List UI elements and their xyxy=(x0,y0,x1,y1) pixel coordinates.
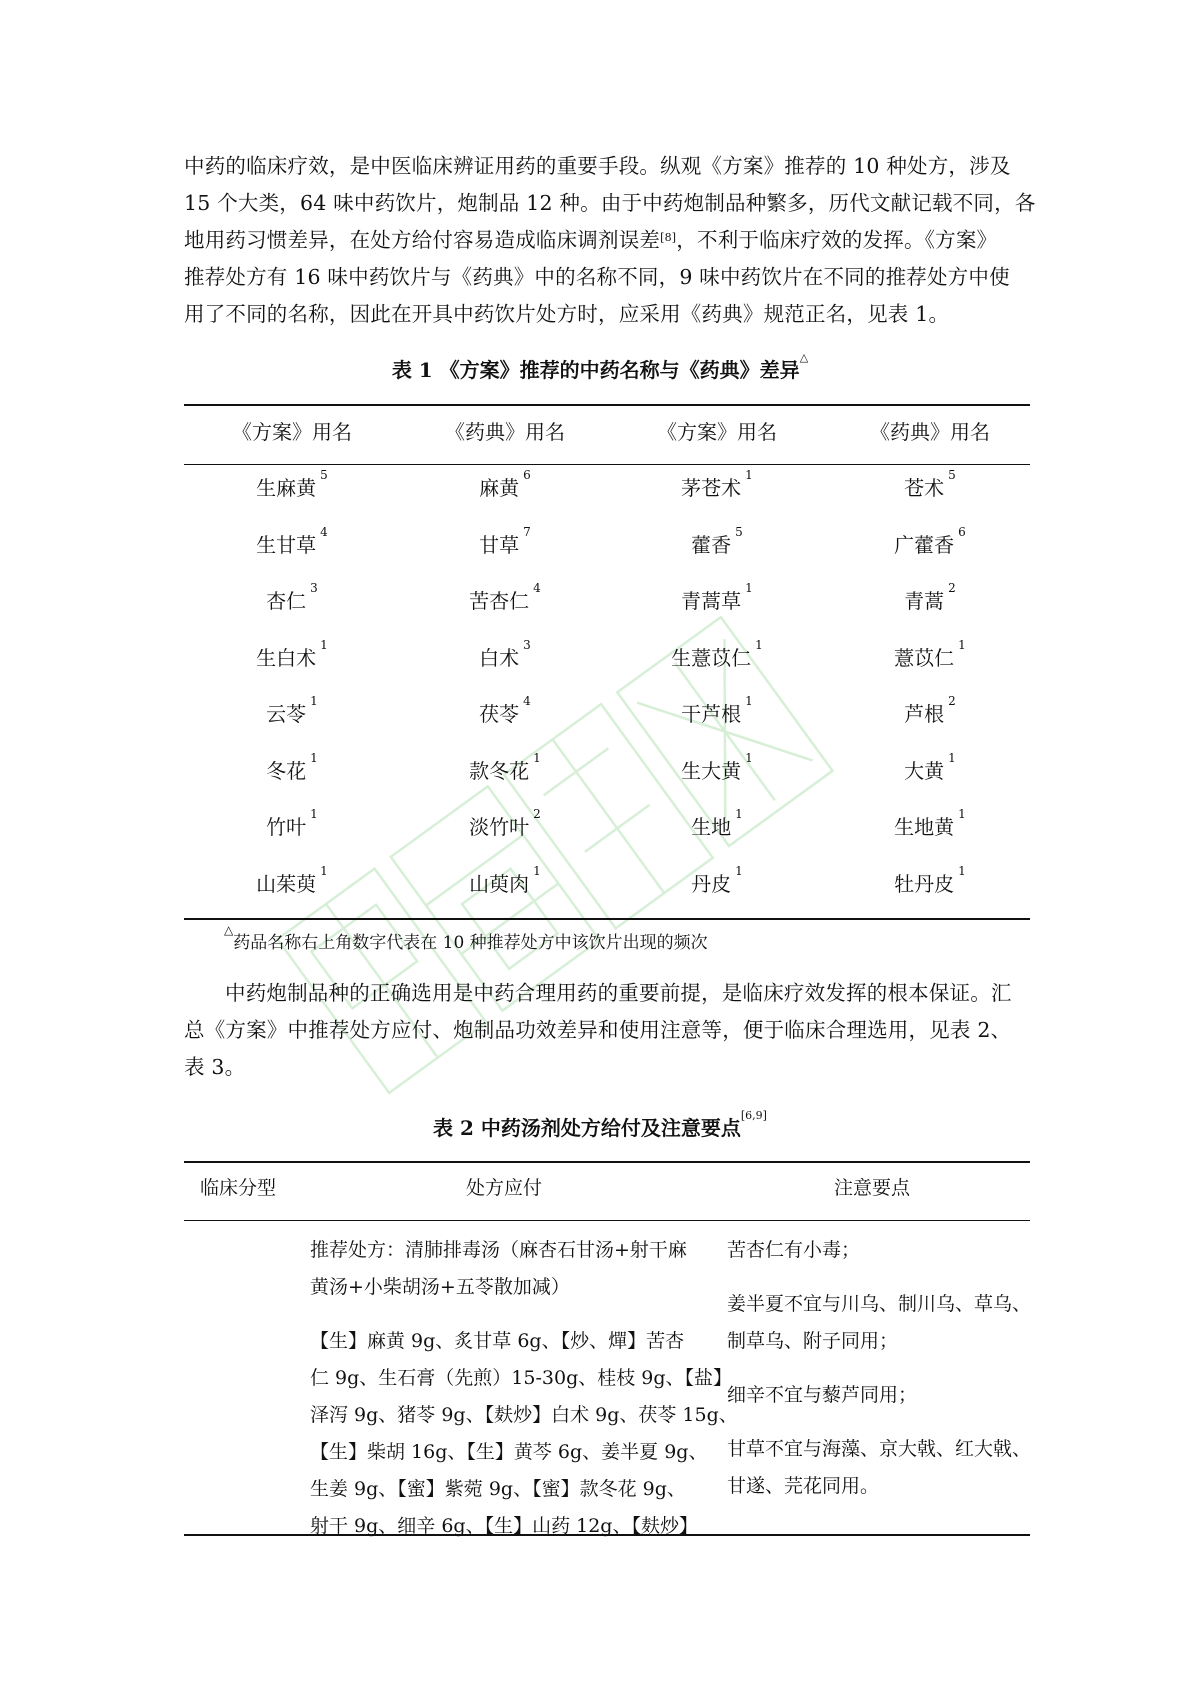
table2-caption xyxy=(0,1109,1200,1141)
intro-line xyxy=(184,222,1030,259)
table1-header: 《方案》用名 xyxy=(657,420,777,444)
para2-line: 中药炮制品种的正确选用是中药合理用药的重要前提，是临床疗效发挥的根本保证。汇 xyxy=(225,981,1012,1005)
table1-cell xyxy=(617,694,817,727)
rx-line: 【生】柴胡 16g、【生】黄芩 6g、姜半夏 9g、 xyxy=(310,1441,708,1463)
frequency-count: 1 xyxy=(320,864,328,878)
frequency-count: 1 xyxy=(745,751,753,765)
frequency-count: 1 xyxy=(310,807,318,821)
table1-cell xyxy=(617,468,817,501)
frequency-count: 6 xyxy=(523,468,531,482)
table1-note xyxy=(224,923,708,953)
drug-name: 冬花 xyxy=(266,759,307,783)
frequency-count: 6 xyxy=(958,525,966,539)
table1-cell xyxy=(405,525,605,558)
rx-line: 生姜 9g、【蜜】紫菀 9g、【蜜】款冬花 9g、 xyxy=(310,1478,686,1500)
drug-name: 茅苍术 xyxy=(681,476,742,500)
table1-note-text: 药品名称右上角数字代表在 10 种推荐处方中该饮片出现的频次 xyxy=(233,933,708,953)
table1-bottom-rule xyxy=(184,918,1030,920)
drug-name: 山萸肉 xyxy=(469,872,530,896)
drug-name: 芦根 xyxy=(904,702,945,726)
drug-name: 生地 xyxy=(691,815,732,839)
intro-line: 15 个大类，64 味中药饮片，炮制品 12 种。由于中药炮制品种繁多，历代文献记载不同，各 xyxy=(184,191,1036,215)
drug-name: 生白术 xyxy=(256,646,317,670)
frequency-count: 1 xyxy=(745,581,753,595)
frequency-count: 2 xyxy=(948,581,956,595)
frequency-count: 1 xyxy=(533,864,541,878)
table1-caption-text: 表 1 《方案》推荐的中药名称与《药典》差异 xyxy=(391,358,800,382)
table1-cell xyxy=(405,581,605,614)
note-line: 甘遂、芫花同用。 xyxy=(727,1475,880,1497)
drug-name: 淡竹叶 xyxy=(469,815,530,839)
drug-name: 青蒿草 xyxy=(681,589,742,613)
drug-name: 干芦根 xyxy=(681,702,742,726)
drug-name: 云苓 xyxy=(266,702,307,726)
triangle-mark-icon: △ xyxy=(224,923,234,937)
frequency-count: 2 xyxy=(533,807,541,821)
table1-cell xyxy=(617,581,817,614)
paragraph-2 xyxy=(184,975,1030,1086)
note-line: 制草乌、附子同用； xyxy=(727,1330,899,1352)
table1-header: 《药典》用名 xyxy=(870,420,990,444)
rx-line: 泽泻 9g、猪苓 9g、【麸炒】白术 9g、茯苓 15g、 xyxy=(310,1404,738,1426)
drug-name: 茯苓 xyxy=(479,702,520,726)
drug-name: 青蒿 xyxy=(904,589,945,613)
rx-title-line: 黄汤+小柴胡汤+五苓散加减） xyxy=(310,1276,570,1298)
frequency-count: 1 xyxy=(533,751,541,765)
table1-cell xyxy=(405,807,605,840)
table1-cell xyxy=(405,468,605,501)
frequency-count: 4 xyxy=(320,525,328,539)
frequency-count: 1 xyxy=(958,864,966,878)
table2-top-rule xyxy=(184,1161,1030,1163)
intro-line: 中药的临床疗效，是中医临床辨证用药的重要手段。纵观《方案》推荐的 10 种处方，涉及 xyxy=(184,154,1011,178)
frequency-count: 4 xyxy=(533,581,541,595)
note-line: 苦杏仁有小毒； xyxy=(727,1239,861,1261)
citation-ref: [6,9] xyxy=(740,1109,767,1122)
table1-header: 《方案》用名 xyxy=(232,420,352,444)
frequency-count: 1 xyxy=(755,638,763,652)
table1-cell xyxy=(192,525,392,558)
frequency-count: 3 xyxy=(523,638,531,652)
citation-ref: [8] xyxy=(660,231,677,244)
table1-cell xyxy=(405,694,605,727)
drug-name: 苦杏仁 xyxy=(469,589,530,613)
drug-name: 生甘草 xyxy=(256,533,317,557)
frequency-count: 3 xyxy=(310,581,318,595)
frequency-count: 1 xyxy=(745,694,753,708)
table1-cell xyxy=(830,751,1030,784)
drug-name: 麻黄 xyxy=(479,476,520,500)
table1-header: 《药典》用名 xyxy=(445,420,565,444)
frequency-count: 5 xyxy=(735,525,743,539)
drug-name: 白术 xyxy=(479,646,520,670)
drug-name: 生薏苡仁 xyxy=(671,646,752,670)
table1-cell xyxy=(830,694,1030,727)
drug-name: 杏仁 xyxy=(266,589,307,613)
intro-paragraph xyxy=(184,148,1036,333)
drug-name: 丹皮 xyxy=(691,872,732,896)
table1-cell xyxy=(617,638,817,671)
table1-cell xyxy=(830,468,1030,501)
table1-cell xyxy=(192,807,392,840)
table1-cell xyxy=(192,751,392,784)
drug-name: 生大黄 xyxy=(681,759,742,783)
intro-line: 用了不同的名称，因此在开具中药饮片处方时，应采用《药典》规范正名，见表 1。 xyxy=(184,302,950,326)
frequency-count: 1 xyxy=(310,694,318,708)
triangle-mark-icon: △ xyxy=(799,351,809,364)
note-line: 细辛不宜与藜芦同用； xyxy=(727,1384,918,1406)
frequency-count: 1 xyxy=(958,807,966,821)
drug-name: 款冬花 xyxy=(469,759,530,783)
drug-name: 藿香 xyxy=(691,533,732,557)
note-line: 姜半夏不宜与川乌、制川乌、草乌、 xyxy=(727,1293,1032,1315)
table2-prescription xyxy=(310,1232,738,1545)
table1-cell xyxy=(830,638,1030,671)
drug-name: 大黄 xyxy=(904,759,945,783)
intro-line-part: 地用药习惯差异，在处方给付容易造成临床调剂误差 xyxy=(184,228,661,252)
table2-notes xyxy=(727,1232,1031,1505)
table1-cell xyxy=(192,694,392,727)
drug-name: 山茱萸 xyxy=(256,872,317,896)
rx-line: 射干 9g、细辛 6g、【生】山药 12g、【麸炒】 xyxy=(310,1515,698,1537)
frequency-count: 4 xyxy=(523,694,531,708)
frequency-count: 2 xyxy=(948,694,956,708)
table1-cell xyxy=(830,807,1030,840)
table1-cell xyxy=(405,864,605,897)
drug-name: 生地黄 xyxy=(894,815,955,839)
rx-title-line: 推荐处方：清肺排毒汤（麻杏石甘汤+射干麻 xyxy=(310,1239,687,1261)
note-line: 甘草不宜与海藻、京大戟、红大戟、 xyxy=(727,1438,1032,1460)
table1-cell xyxy=(617,525,817,558)
intro-line-part: ，不利于临床疗效的发挥。《方案》 xyxy=(676,228,998,252)
para2-line: 表 3。 xyxy=(184,1055,246,1079)
frequency-count: 5 xyxy=(948,468,956,482)
frequency-count: 1 xyxy=(735,864,743,878)
table1-cell xyxy=(192,468,392,501)
table1-top-rule xyxy=(184,404,1030,406)
drug-name: 甘草 xyxy=(479,533,520,557)
table1-cell xyxy=(617,751,817,784)
drug-name: 生麻黄 xyxy=(256,476,317,500)
table1-caption xyxy=(0,351,1200,383)
frequency-count: 1 xyxy=(958,638,966,652)
table1-cell xyxy=(830,581,1030,614)
frequency-count: 1 xyxy=(735,807,743,821)
table1-cell xyxy=(192,864,392,897)
table1-cell xyxy=(405,751,605,784)
table1-cell xyxy=(830,525,1030,558)
frequency-count: 5 xyxy=(320,468,328,482)
table1-cell xyxy=(830,864,1030,897)
frequency-count: 1 xyxy=(745,468,753,482)
para2-line: 总《方案》中推荐处方应付、炮制品功效差异和使用注意等，便于临床合理选用，见表 2、 xyxy=(184,1018,1012,1042)
rx-line: 【生】麻黄 9g、炙甘草 6g、【炒、燀】苦杏 xyxy=(310,1330,685,1352)
drug-name: 竹叶 xyxy=(266,815,307,839)
table1-cell xyxy=(617,807,817,840)
table1-cell xyxy=(192,581,392,614)
frequency-count: 1 xyxy=(320,638,328,652)
drug-name: 薏苡仁 xyxy=(894,646,955,670)
frequency-count: 1 xyxy=(948,751,956,765)
table1-cell xyxy=(405,638,605,671)
table1-header-rule xyxy=(184,464,1030,465)
table2-caption-text: 表 2 中药汤剂处方给付及注意要点 xyxy=(433,1116,741,1140)
frequency-count: 7 xyxy=(523,525,531,539)
drug-name: 苍术 xyxy=(904,476,945,500)
intro-line: 推荐处方有 16 味中药饮片与《药典》中的名称不同，9 味中药饮片在不同的推荐处方中使 xyxy=(184,265,1010,289)
table1-cell xyxy=(192,638,392,671)
table2-header: 注意要点 xyxy=(834,1177,911,1199)
drug-name: 牡丹皮 xyxy=(894,872,955,896)
table2-header-rule xyxy=(184,1220,1030,1221)
table1-cell xyxy=(617,864,817,897)
frequency-count: 1 xyxy=(310,751,318,765)
rx-line: 仁 9g、生石膏（先煎）15-30g、桂枝 9g、【盐】 xyxy=(310,1367,733,1389)
table2-header: 处方应付 xyxy=(466,1177,543,1199)
drug-name: 广藿香 xyxy=(894,533,955,557)
table2-header: 临床分型 xyxy=(200,1177,277,1199)
